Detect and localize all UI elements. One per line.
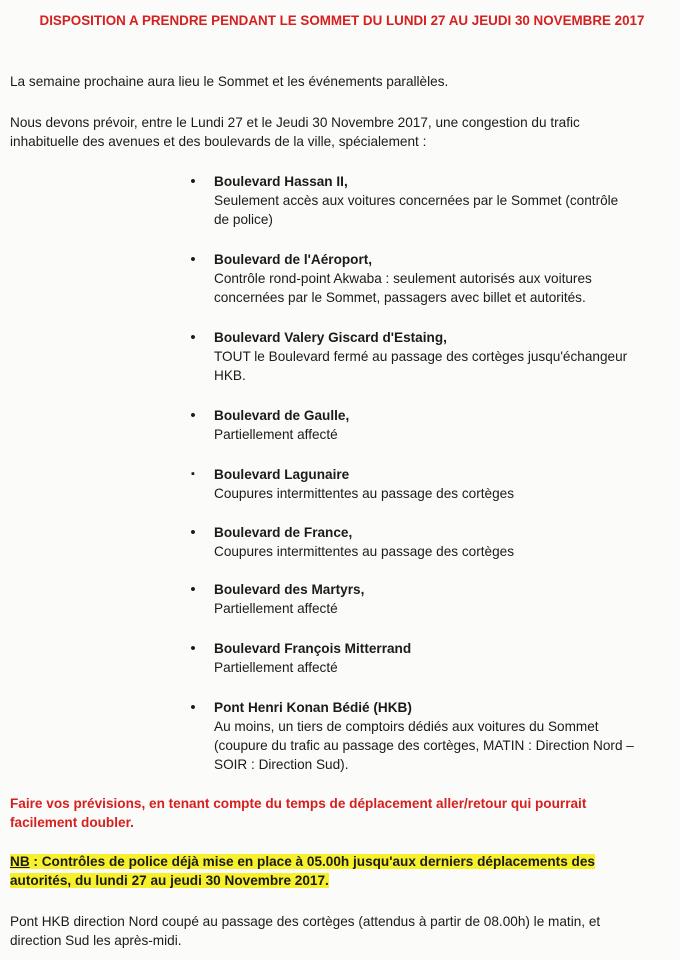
bullet-icon: • <box>190 524 196 541</box>
list-item-desc: Partiellement affecté <box>214 427 338 442</box>
list-item-text <box>214 698 664 774</box>
nb-paragraph <box>10 852 660 890</box>
list-item-desc: TOUT le Boulevard fermé au passage des cortèges jusqu'échangeur <box>214 349 628 364</box>
nb-line-2: autorités, du lundi 27 au jeudi 30 Novembre 2017. <box>10 873 329 888</box>
bullet-icon: • <box>190 251 196 268</box>
list-item-desc: de police) <box>214 212 273 227</box>
list-item-desc: concernées par le Sommet, passagers avec billet et autorités. <box>214 290 586 305</box>
list-item-desc: Coupures intermittentes au passage des cortèges <box>214 486 514 501</box>
warning-paragraph <box>10 794 650 832</box>
list-item-desc: Seulement accès aux voitures concernées par le Sommet (contrôle <box>214 193 619 208</box>
list-item-text <box>214 406 664 444</box>
nb-highlight-line-1 <box>10 854 595 869</box>
bullet-icon: • <box>190 581 196 598</box>
list-item-desc: Partiellement affecté <box>214 660 338 675</box>
list-item-name: Boulevard de France, <box>214 525 353 540</box>
list-item-text <box>214 465 664 503</box>
warning-line-1: Faire vos prévisions, en tenant compte du temps de déplacement aller/retour qui pourrait <box>10 796 587 811</box>
list-item-name: Boulevard François Mitterrand <box>214 641 412 656</box>
list-item-name: Boulevard Valery Giscard d'Estaing, <box>214 330 447 345</box>
intro-paragraph-2 <box>10 113 670 151</box>
list-item-text <box>214 580 664 618</box>
warning-line-2: facilement doubler. <box>10 815 134 830</box>
list-item-desc: SOIR : Direction Sud). <box>214 757 349 772</box>
list-item-name: Boulevard Lagunaire <box>214 467 350 482</box>
intro-line-2a: Nous devons prévoir, entre le Lundi 27 et le Jeudi 30 Novembre 2017, une congestion du trafic <box>10 115 580 130</box>
list-item-text <box>214 250 664 307</box>
footer-line-1: Pont HKB direction Nord coupé au passage des cortèges (attendus à partir de 08.00h) le matin, et <box>10 914 601 929</box>
list-item-desc: Coupures intermittentes au passage des cortèges <box>214 544 514 559</box>
bullet-icon: • <box>190 329 196 346</box>
bullet-icon: • <box>190 640 196 657</box>
intro-paragraph-1 <box>10 72 670 91</box>
list-item-name: Boulevard Hassan II, <box>214 174 348 189</box>
footer-paragraph <box>10 912 670 950</box>
list-item-desc: (coupure du trafic au passage des cortèges, MATIN : Direction Nord – <box>214 738 634 753</box>
list-item-desc: Au moins, un tiers de comptoirs dédiés aux voitures du Sommet <box>214 719 599 734</box>
list-item-name: Pont Henri Konan Bédié (HKB) <box>214 700 412 715</box>
list-item-name: Boulevard de l'Aéroport, <box>214 252 373 267</box>
list-item-desc: Contrôle rond-point Akwaba : seulement autorisés aux voitures <box>214 271 592 286</box>
nb-label: NB <box>10 854 30 869</box>
document-title: DISPOSITION A PRENDRE PENDANT LE SOMMET DU LUNDI 27 AU JEUDI 30 NOVEMBRE 2017 <box>39 13 645 28</box>
list-item-name: Boulevard des Martyrs, <box>214 582 365 597</box>
intro-line-2b: inhabituelle des avenues et des boulevards de la ville, spécialement : <box>10 134 427 149</box>
list-item-text <box>214 172 664 229</box>
bullet-icon: • <box>190 699 196 716</box>
list-item-desc: HKB. <box>214 368 246 383</box>
list-item-desc: Partiellement affecté <box>214 601 338 616</box>
footer-line-2: direction Sud les après-midi. <box>10 933 182 948</box>
bullet-icon: • <box>190 407 196 424</box>
intro-line-1: La semaine prochaine aura lieu le Sommet et les événements parallèles. <box>10 74 449 89</box>
list-item-text <box>214 523 664 561</box>
bullet-icon: • <box>190 173 196 190</box>
nb-line-1: : Contrôles de police déjà mise en place à 05.00h jusqu'aux derniers déplacements des <box>29 854 595 869</box>
list-item-text <box>214 328 664 385</box>
list-item-text <box>214 639 664 677</box>
square-bullet-icon: ▪ <box>191 468 195 480</box>
list-item-name: Boulevard de Gaulle, <box>214 408 350 423</box>
